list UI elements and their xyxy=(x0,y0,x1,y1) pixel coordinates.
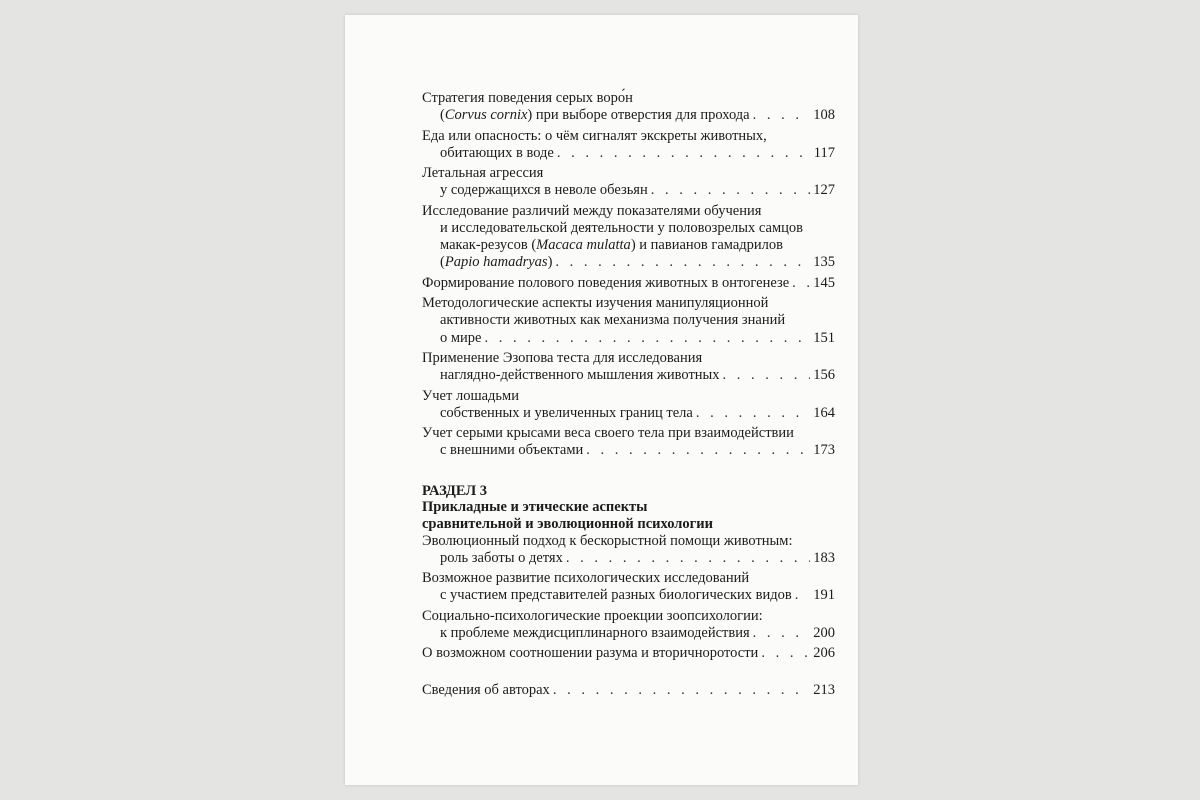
toc-line xyxy=(422,203,835,220)
toc-line xyxy=(422,107,835,124)
toc-line xyxy=(422,425,835,442)
toc-line xyxy=(422,625,835,642)
table-of-contents xyxy=(422,90,835,699)
toc-line-text xyxy=(440,312,785,329)
toc-entry-authors xyxy=(422,682,835,699)
toc-line-text xyxy=(422,295,768,312)
text-run: макак-резусов ( xyxy=(440,237,537,254)
toc-line xyxy=(422,550,835,567)
page-number: 108 xyxy=(813,107,835,124)
text-run: Учет серыми крысами веса своего тела при взаимодействии xyxy=(422,425,794,442)
toc-entry xyxy=(422,533,835,567)
section-title-line-2: сравнительной и эволюционной психологии xyxy=(422,515,713,532)
toc-line xyxy=(422,295,835,312)
toc-entries-part-2 xyxy=(422,90,835,460)
toc-line-text xyxy=(440,330,482,347)
dot-leader xyxy=(555,254,810,271)
toc-line-text xyxy=(422,533,793,550)
dot-leader xyxy=(696,405,810,422)
page-number: 156 xyxy=(813,367,835,384)
toc-line-text xyxy=(440,625,750,642)
toc-line-text xyxy=(440,237,783,254)
toc-line xyxy=(422,237,835,254)
toc-line-text xyxy=(440,182,648,199)
toc-line xyxy=(422,145,835,162)
text-run: Летальная агрессия xyxy=(422,165,544,182)
section-heading xyxy=(422,483,835,533)
toc-entry xyxy=(422,295,835,347)
section-gap xyxy=(422,463,835,483)
toc-line xyxy=(422,90,835,107)
section-title-line-1: Прикладные и этические аспекты xyxy=(422,499,648,516)
text-run: Возможное развитие психологических исследований xyxy=(422,570,750,587)
text-run: Еда или опасность: о чём сигналят экскреты животных, xyxy=(422,127,767,144)
toc-line xyxy=(422,533,835,550)
toc-line xyxy=(422,182,835,199)
page-number: 191 xyxy=(813,587,835,604)
dot-leader xyxy=(753,625,811,642)
toc-line-text xyxy=(422,275,789,292)
page-number: 127 xyxy=(813,182,835,199)
toc-line-text xyxy=(422,128,767,145)
page-number: 200 xyxy=(813,624,835,641)
toc-entry xyxy=(422,275,835,292)
dot-leader xyxy=(557,145,811,162)
page-number: 173 xyxy=(813,442,835,459)
toc-line-text xyxy=(422,645,758,662)
toc-entry xyxy=(422,388,835,422)
text-run: ( xyxy=(440,254,445,271)
toc-line-text xyxy=(440,220,803,237)
text-run: Учет лошадьми xyxy=(422,387,519,404)
text-run: и исследовательской деятельности у половозрелых самцов xyxy=(440,219,803,236)
toc-line xyxy=(422,350,835,367)
dot-leader xyxy=(651,182,811,199)
toc-line-text xyxy=(422,165,543,182)
text-run: роль заботы о детях xyxy=(440,549,563,566)
toc-entry xyxy=(422,128,835,162)
toc-entry xyxy=(422,203,835,272)
toc-line xyxy=(422,442,835,459)
toc-entry xyxy=(422,350,835,384)
authors-gap xyxy=(422,666,835,682)
toc-line xyxy=(422,645,835,662)
text-run: с внешними объектами xyxy=(440,442,584,459)
dot-leader xyxy=(761,645,810,662)
text-run: о мире xyxy=(440,329,482,346)
toc-line-text xyxy=(440,107,750,124)
text-run: обитающих в воде xyxy=(440,144,554,161)
toc-line xyxy=(422,330,835,347)
toc-line xyxy=(422,367,835,384)
book-page xyxy=(345,15,858,785)
text-run: О возможном соотношении разума и вторичноротости xyxy=(422,645,759,662)
text-run: ( xyxy=(440,107,445,124)
text-run: Социально-психологические проекции зоопсихологии: xyxy=(422,607,763,624)
page-number: 135 xyxy=(813,254,835,271)
toc-entry xyxy=(422,645,835,662)
page-number: 117 xyxy=(813,144,835,161)
toc-line-text xyxy=(440,145,554,162)
text-run: к проблеме междисциплинарного взаимодействия xyxy=(440,624,750,641)
page-number: 164 xyxy=(813,404,835,421)
text-run: ) и павианов гамадрилов xyxy=(630,237,783,254)
toc-line-text xyxy=(440,254,552,271)
text-run: с участием представителей разных биологических видов xyxy=(440,587,792,604)
toc-line xyxy=(422,275,835,292)
dot-leader xyxy=(566,550,810,567)
page-number: 213 xyxy=(813,681,835,698)
text-run: Формирование полового поведения животных в онтогенезе xyxy=(422,274,790,291)
toc-line-text xyxy=(440,442,583,459)
text-run: наглядно-действенного мышления животных xyxy=(440,367,720,384)
toc-line-text xyxy=(422,608,763,625)
dot-leader xyxy=(723,367,811,384)
toc-entry xyxy=(422,165,835,199)
dot-leader xyxy=(795,587,811,604)
text-run: Стратегия поведения серых воро́н xyxy=(422,90,633,106)
page-number: 145 xyxy=(813,274,835,291)
toc-line xyxy=(422,388,835,405)
text-run: Применение Эзопова теста для исследования xyxy=(422,349,703,366)
toc-line-text xyxy=(422,203,761,220)
section-label: РАЗДЕЛ 3 xyxy=(422,482,488,499)
text-run: Методологические аспекты изучения манипуляционной xyxy=(422,295,769,312)
dot-leader xyxy=(586,442,810,459)
toc-line-text xyxy=(422,350,702,367)
toc-line xyxy=(422,165,835,182)
toc-line-text xyxy=(440,587,792,604)
toc-line xyxy=(422,608,835,625)
dot-leader xyxy=(753,107,811,124)
page-number: 206 xyxy=(813,645,835,662)
toc-line xyxy=(422,587,835,604)
toc-line-text xyxy=(440,550,563,567)
toc-entry xyxy=(422,608,835,642)
text-run: активности животных как механизма получения знаний xyxy=(440,312,786,329)
toc-line-text xyxy=(422,388,519,405)
text-run: ) при выборе отверстия для прохода xyxy=(527,107,750,124)
toc-line xyxy=(422,570,835,587)
toc-line xyxy=(422,682,835,699)
text-run: Эволюционный подход к бескорыстной помощи животным: xyxy=(422,532,793,549)
page-number: 183 xyxy=(813,549,835,566)
text-run: собственных и увеличенных границ тела xyxy=(440,404,693,421)
toc-line-text xyxy=(422,570,749,587)
dot-leader xyxy=(792,275,810,292)
toc-line xyxy=(422,254,835,271)
toc-line-text xyxy=(440,405,693,422)
text-run: Исследование различий между показателями обучения xyxy=(422,202,762,219)
dot-leader xyxy=(553,682,810,699)
toc-entry xyxy=(422,425,835,459)
text-run: ) xyxy=(547,254,553,271)
toc-line xyxy=(422,220,835,237)
latin-species-name: Corvus cornix xyxy=(444,107,528,124)
dot-leader xyxy=(485,330,811,347)
toc-entries-part-3 xyxy=(422,533,835,663)
toc-entry xyxy=(422,90,835,124)
toc-line-text xyxy=(422,425,794,442)
toc-line-text xyxy=(422,682,550,699)
toc-line xyxy=(422,405,835,422)
text-run: Сведения об авторах xyxy=(422,681,550,698)
latin-species-name: Macaca mulatta xyxy=(536,237,631,254)
toc-line-text xyxy=(422,90,633,107)
toc-line-text xyxy=(440,367,720,384)
toc-entry xyxy=(422,570,835,604)
toc-line xyxy=(422,128,835,145)
page-number: 151 xyxy=(813,329,835,346)
text-run: у содержащихся в неволе обезьян xyxy=(440,182,648,199)
latin-species-name: Papio hamadryas xyxy=(444,254,548,271)
toc-line xyxy=(422,312,835,329)
